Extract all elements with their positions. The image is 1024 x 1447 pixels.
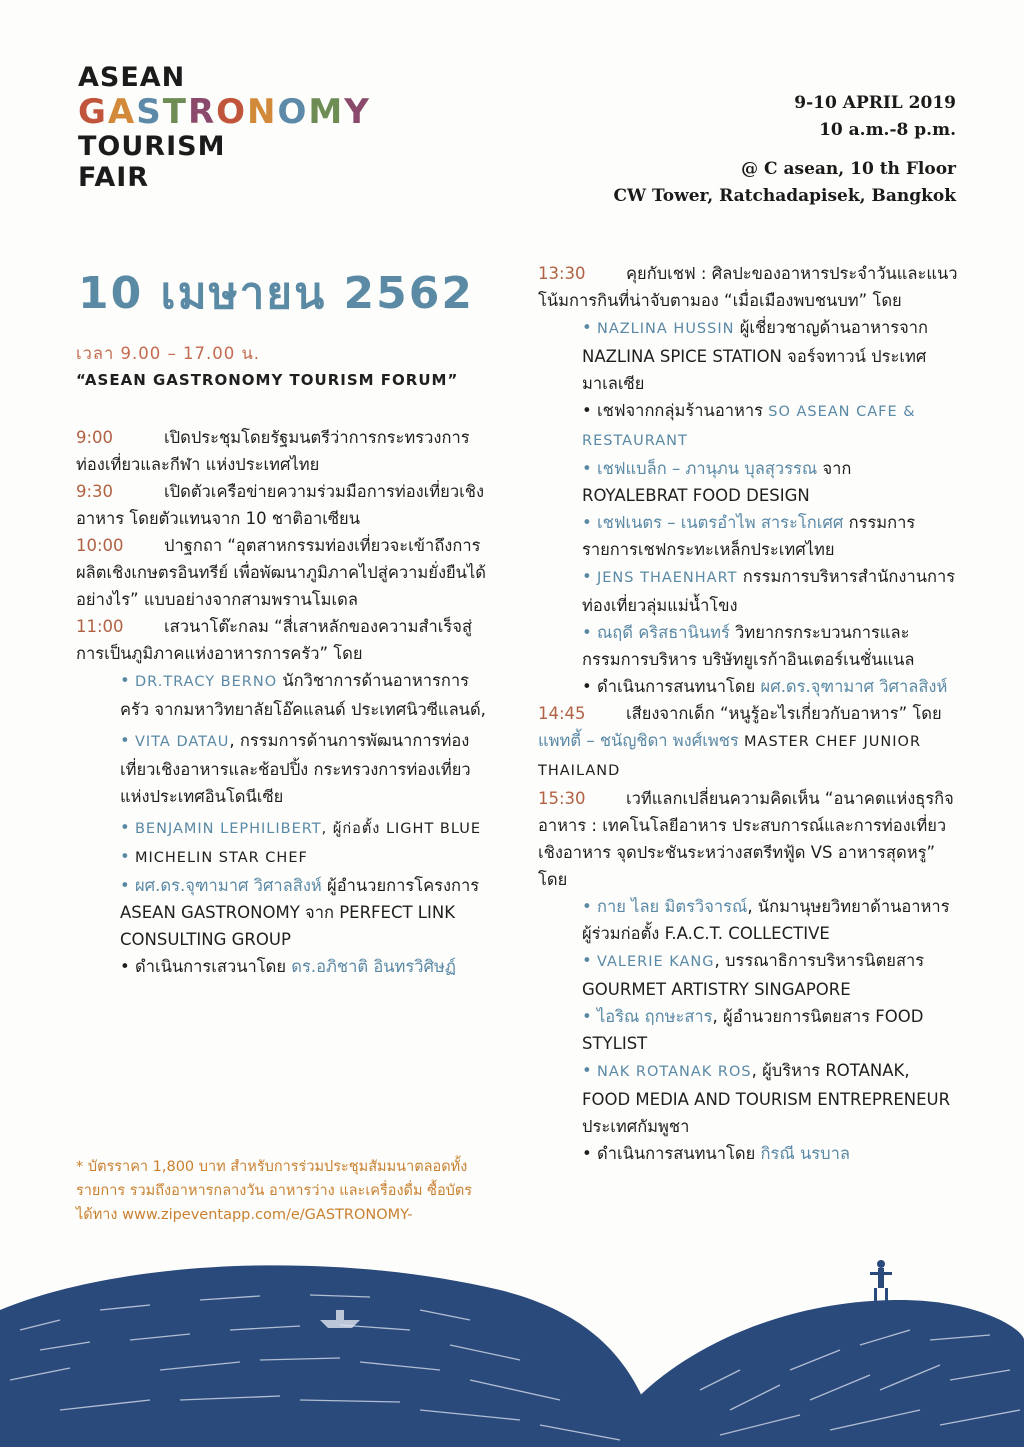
speaker-name: BENJAMIN LEPHILIBERT bbox=[134, 821, 322, 837]
moderator-label: ดำเนินการสนทนาโดย bbox=[596, 1144, 761, 1163]
speaker-name: SO ASEAN CAFE & RESTAURANT bbox=[582, 404, 916, 449]
speaker-name: JENS THAENHART bbox=[596, 570, 738, 586]
logo-letter: G bbox=[78, 92, 108, 132]
speaker-item: • NAZLINA HUSSIN ผู้เชี่ยวชาญด้านอาหารจาก NAZLINA SPICE STATION จอร์จทาวน์ ประเทศมาเลเซีย bbox=[582, 318, 929, 393]
logo-letter: N bbox=[247, 92, 278, 132]
logo-letter: O bbox=[277, 92, 309, 132]
program-time: 14:45 bbox=[538, 704, 586, 723]
speaker-desc: , บรรณาธิการบริหารนิตยสาร GOURMET ARTISTRY SINGAPORE bbox=[582, 951, 925, 999]
program-item bbox=[76, 613, 494, 667]
speaker-desc: , ผู้อำนวยการนิตยสาร FOOD STYLIST bbox=[582, 1007, 924, 1053]
speaker-desc: นักวิชาการด้านอาหารการครัว จากมหาวิทยาลัยโอ๊คแลนด์ ประเทศนิวซีแลนด์, bbox=[120, 671, 486, 719]
program-time: 15:30 bbox=[538, 789, 586, 808]
left-hill bbox=[0, 1265, 660, 1447]
speaker-name: ผศ.ดร.จุฑามาศ วิศาลสิงห์ bbox=[134, 876, 322, 895]
speaker-item: • ผศ.ดร.จุฑามาศ วิศาลสิงห์ ผู้อำนวยการโครงการ ASEAN GASTRONOMY จาก PERFECT LINK CONSULTING GROUP bbox=[120, 876, 480, 949]
speaker-item: • เชฟจากกลุ่มร้านอาหาร SO ASEAN CAFE & RESTAURANT bbox=[582, 401, 916, 449]
fair-logo bbox=[78, 64, 371, 195]
speaker-prefix: เชฟจากกลุ่มร้านอาหาร bbox=[596, 401, 769, 420]
program-item bbox=[538, 700, 958, 785]
speaker-item: • ไอริณ ฤกษะสาร, ผู้อำนวยการนิตยสาร FOOD STYLIST bbox=[582, 1007, 924, 1053]
moderator-name: กิรณี นรบาล bbox=[760, 1144, 850, 1163]
program-time: 10:00 bbox=[76, 536, 124, 555]
speaker-desc: ผู้เชี่ยวชาญด้านอาหารจาก NAZLINA SPICE STATION จอร์จทาวน์ ประเทศมาเลเซีย bbox=[582, 318, 929, 393]
forum-title: “ASEAN GASTRONOMY TOURISM FORUM” bbox=[76, 371, 459, 389]
program-text: เวทีแลกเปลี่ยนความคิดเห็น “อนาคตแห่งธุรกิจอาหาร : เทคโนโลยีอาหาร ประสบการณ์และการท่องเที่ยวเชิงอาหาร จุดประชันระหว่างสตรีทฟู้ด VS อาหารสุดหรู” โดย bbox=[538, 789, 954, 889]
speaker-name: VITA DATAU bbox=[134, 734, 230, 750]
speaker-item: • เชฟแบล็ก – ภานุภน บุลสุวรรณ จาก ROYALEBRAT FOOD DESIGN bbox=[582, 459, 852, 505]
speaker-item: • NAK ROTANAK ROS, ผู้บริหาร ROTANAK, FOOD MEDIA AND TOURISM ENTREPRENEUR ประเทศกัมพูชา bbox=[582, 1061, 951, 1136]
event-hours: 10 a.m.-8 p.m. bbox=[819, 120, 956, 140]
program-time: 9:00 bbox=[76, 428, 114, 447]
program-item bbox=[538, 260, 958, 314]
speaker-name: ไอริณ ฤกษะสาร bbox=[596, 1007, 713, 1026]
logo-line-tourism: TOURISM bbox=[78, 131, 226, 162]
moderator-item: • ดำเนินการเสวนาโดย ดร.อภิชาติ อินทรวิศิษฏ์ bbox=[120, 957, 456, 976]
program-text: คุยกับเชฟ : ศิลปะของอาหารประจำวันและแนวโน้มการกินที่น่าจับตามอง “เมื่อเมืองพบชนบท” โดย bbox=[538, 264, 958, 310]
program-text: เปิดตัวเครือข่ายความร่วมมือการท่องเที่ยวเชิงอาหาร โดยตัวแทนจาก 10 ชาติอาเซียน bbox=[76, 482, 485, 528]
decorative-hills-illustration bbox=[0, 1250, 1024, 1447]
speaker-name: เชฟแบล็ก – ภานุภน บุลสุวรรณ bbox=[596, 459, 818, 478]
speaker-name: เชฟเนตร – เนตรอำไพ สาระโกเศศ bbox=[596, 513, 844, 532]
logo-letter: S bbox=[136, 92, 163, 132]
program-guest-title: MASTER CHEF JUNIOR THAILAND bbox=[538, 734, 922, 779]
speaker-item: • กาย ไลย มิตรวิจารณ์, นักมานุษยวิทยาด้านอาหาร ผู้ร่วมก่อตั้ง F.A.C.T. COLLECTIVE bbox=[582, 897, 950, 943]
event-info bbox=[614, 90, 956, 210]
speaker-item: • VALERIE KANG, บรรณาธิการบริหารนิตยสาร GOURMET ARTISTRY SINGAPORE bbox=[582, 951, 925, 999]
speaker-item: • VITA DATAU, กรรมการด้านการพัฒนาการท่องเที่ยวเชิงอาหารและช้อปปิ้ง กระทรวงการท่องเที่ยว แห่งประเทศอินโดนีเซีย bbox=[120, 731, 471, 806]
speaker-name: กาย ไลย มิตรวิจารณ์ bbox=[596, 897, 748, 916]
speaker-desc: , กรรมการด้านการพัฒนาการท่องเที่ยวเชิงอาหารและช้อปปิ้ง กระทรวงการท่องเที่ยว แห่งประเทศอินโดนีเซีย bbox=[120, 731, 471, 806]
program-item bbox=[76, 424, 494, 478]
event-venue-line2: CW Tower, Ratchadapisek, Bangkok bbox=[613, 186, 956, 206]
speaker-desc: MICHELIN STAR CHEF bbox=[134, 850, 308, 866]
speaker-desc: ผู้อำนวยการโครงการ ASEAN GASTRONOMY จาก PERFECT LINK CONSULTING GROUP bbox=[120, 876, 480, 949]
speaker-name: ณฤดี คริสธานินทร์ bbox=[596, 623, 730, 642]
logo-letter: A bbox=[107, 92, 137, 132]
program-text: เสวนาโต๊ะกลม “สี่เสาหลักของความสำเร็จสู่การเป็นภูมิภาคแห่งอาหารการครัว” โดย bbox=[76, 617, 473, 663]
speaker-name: NAZLINA HUSSIN bbox=[596, 321, 735, 337]
speaker-name: NAK ROTANAK ROS bbox=[596, 1064, 752, 1080]
right-program-column bbox=[538, 260, 958, 1167]
farmer-figure-icon bbox=[870, 1260, 892, 1302]
program-text: ปาฐกถา “อุตสาหกรรมท่องเที่ยวจะเข้าถึงการผลิตเชิงเกษตรอินทรีย์ เพื่อพัฒนาภูมิภาคไปสู่ความยั่งยืนได้อย่างไร” แบบอย่างจากสามพรานโมเดล bbox=[76, 536, 486, 609]
event-venue-line1: @ C asean, 10 th Floor bbox=[741, 159, 956, 179]
speaker-desc: กรรมการรายการเชฟกระทะเหล็กประเทศไทย bbox=[582, 513, 916, 559]
right-hill bbox=[600, 1300, 1024, 1447]
logo-letter: R bbox=[187, 92, 217, 132]
speaker-item: • MICHELIN STAR CHEF bbox=[120, 847, 308, 866]
moderator-label: ดำเนินการเสวนาโดย bbox=[134, 957, 292, 976]
program-text: เสียงจากเด็ก “หนูรู้อะไรเกี่ยวกับอาหาร” โดย bbox=[626, 704, 942, 723]
moderator-label: ดำเนินการสนทนาโดย bbox=[596, 677, 761, 696]
speaker-item: • JENS THAENHART กรรมการบริหารสำนักงานการท่องเที่ยวลุ่มแม่น้ำโขง bbox=[582, 567, 956, 615]
speaker-desc: วิทยากรกระบวนการและกรรมการบริหาร บริษัทยูเรก้าอินเตอร์เนชั่นแนล bbox=[582, 623, 915, 669]
program-guest: แพทตี้ – ชนัญชิดา พงศ์เพชร bbox=[538, 731, 739, 750]
logo-letter: T bbox=[162, 92, 188, 132]
speaker-desc: , นักมานุษยวิทยาด้านอาหาร ผู้ร่วมก่อตั้ง F.A.C.T. COLLECTIVE bbox=[582, 897, 950, 943]
speaker-name: DR.TRACY BERNO bbox=[134, 674, 278, 690]
logo-letter: Y bbox=[344, 92, 371, 132]
left-program-column bbox=[76, 340, 494, 980]
moderator-item: • ดำเนินการสนทนาโดย กิรณี นรบาล bbox=[582, 1144, 850, 1163]
moderator-item: • ดำเนินการสนทนาโดย ผศ.ดร.จุฑามาศ วิศาลสิงห์ bbox=[582, 677, 948, 696]
program-time: 11:00 bbox=[76, 617, 124, 636]
logo-line-gastronomy bbox=[78, 92, 371, 132]
program-text: เปิดประชุมโดยรัฐมนตรีว่าการกระทรวงการท่องเที่ยวและกีฬา แห่งประเทศไทย bbox=[76, 428, 470, 474]
speaker-desc: , ผู้บริหาร ROTANAK, FOOD MEDIA AND TOURISM ENTREPRENEUR ประเทศกัมพูชา bbox=[582, 1061, 951, 1136]
moderator-name: ดร.อภิชาติ อินทรวิศิษฏ์ bbox=[291, 957, 456, 976]
logo-line-fair: FAIR bbox=[78, 162, 150, 193]
speaker-item: • BENJAMIN LEPHILIBERT, ผู้ก่อตั้ง LIGHT BLUE bbox=[120, 818, 481, 837]
program-item bbox=[538, 785, 958, 893]
speaker-desc: , ผู้ก่อตั้ง LIGHT BLUE bbox=[321, 821, 481, 837]
logo-line-asean: ASEAN bbox=[78, 62, 186, 93]
session-time-range: เวลา 9.00 – 17.00 น. bbox=[76, 344, 261, 363]
program-item bbox=[76, 532, 494, 613]
program-time: 9:30 bbox=[76, 482, 114, 501]
event-dates: 9-10 APRIL 2019 bbox=[794, 93, 956, 113]
speaker-item: • เชฟเนตร – เนตรอำไพ สาระโกเศศ กรรมการรายการเชฟกระทะเหล็กประเทศไทย bbox=[582, 513, 916, 559]
speaker-desc: จาก ROYALEBRAT FOOD DESIGN bbox=[582, 459, 852, 505]
program-item bbox=[76, 478, 494, 532]
speaker-desc: กรรมการบริหารสำนักงานการท่องเที่ยวลุ่มแม่น้ำโขง bbox=[582, 567, 956, 615]
logo-letter: O bbox=[216, 92, 248, 132]
ticket-note: * บัตรราคา 1,800 บาท สำหรับการร่วมประชุมสัมมนาตลอดทั้งรายการ รวมถึงอาหารกลางวัน อาหารว่าง และเครื่องดื่ม ซื้อบัตรได้ทาง www.zipeventapp.com/e/GASTRONOMY- bbox=[76, 1159, 473, 1223]
speaker-item: • ณฤดี คริสธานินทร์ วิทยากรกระบวนการและกรรมการบริหาร บริษัทยูเรก้าอินเตอร์เนชั่นแนล bbox=[582, 623, 915, 669]
speaker-name: VALERIE KANG bbox=[596, 954, 715, 970]
logo-letter: M bbox=[308, 92, 345, 132]
moderator-name: ผศ.ดร.จุฑามาศ วิศาลสิงห์ bbox=[760, 677, 948, 696]
date-heading: 10 เมษายน 2562 bbox=[78, 268, 474, 319]
program-time: 13:30 bbox=[538, 264, 586, 283]
speaker-item: • DR.TRACY BERNO นักวิชาการด้านอาหารการครัว จากมหาวิทยาลัยโอ๊คแลนด์ ประเทศนิวซีแลนด์, bbox=[120, 671, 486, 719]
